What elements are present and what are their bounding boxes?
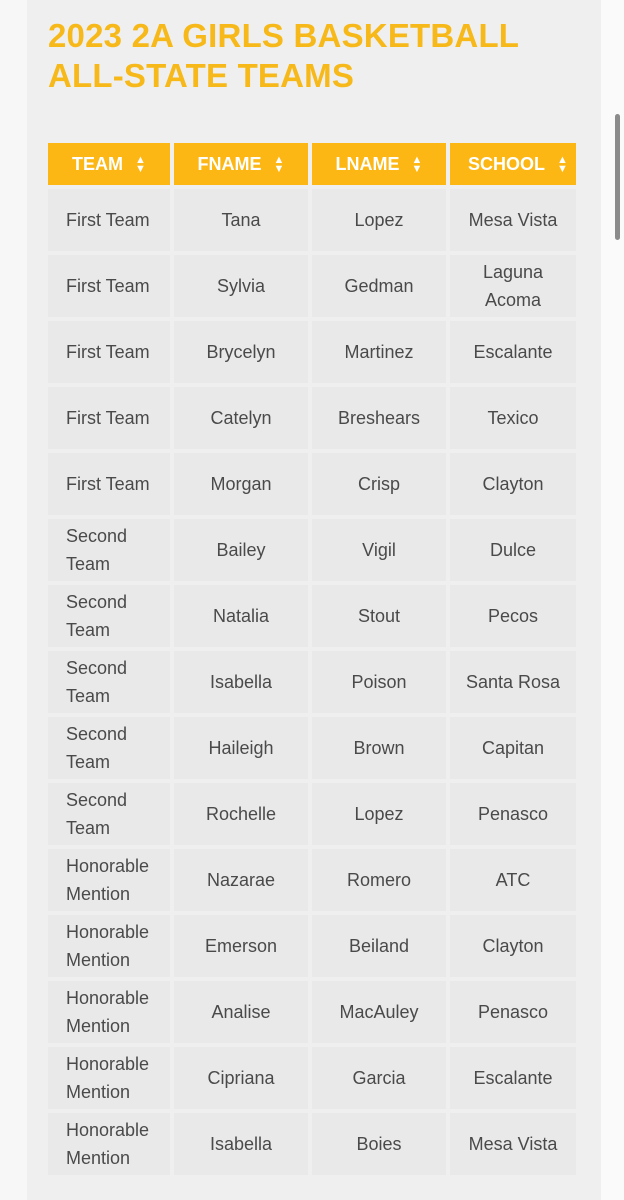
cell-first-name-text: Analise — [211, 1002, 271, 1022]
cell-last-name-text: Lopez — [354, 210, 404, 230]
cell-first-name — [174, 255, 308, 317]
cell-last-name — [312, 783, 446, 845]
cell-first-name — [174, 981, 308, 1043]
cell-team-text: Honorable Mention — [66, 1120, 150, 1168]
header-row — [48, 143, 576, 185]
cell-team-text: First Team — [66, 210, 150, 230]
cell-first-name — [174, 717, 308, 779]
cell-first-name-text: Isabella — [209, 672, 273, 692]
table-row — [48, 453, 576, 515]
cell-first-name-text: Brycelyn — [206, 342, 276, 362]
cell-team — [48, 453, 170, 515]
cell-team — [48, 387, 170, 449]
cell-school-text: Mesa Vista — [468, 210, 558, 230]
cell-team-text: Second Team — [66, 658, 128, 706]
table-row — [48, 915, 576, 977]
cell-first-name — [174, 1113, 308, 1175]
cell-team — [48, 321, 170, 383]
cell-team — [48, 585, 170, 647]
cell-first-name-text: Isabella — [209, 1134, 273, 1154]
cell-school-text: ATC — [495, 870, 531, 890]
cell-team — [48, 981, 170, 1043]
cell-last-name — [312, 255, 446, 317]
cell-first-name — [174, 387, 308, 449]
cell-first-name-text: Bailey — [216, 540, 266, 560]
column-header-school[interactable] — [450, 143, 576, 185]
cell-first-name-text: Tana — [221, 210, 261, 230]
cell-team — [48, 915, 170, 977]
cell-last-name-text: Lopez — [354, 804, 404, 824]
table-row — [48, 255, 576, 317]
cell-team — [48, 717, 170, 779]
cell-team — [48, 519, 170, 581]
cell-first-name-text: Cipriana — [207, 1068, 275, 1088]
cell-school-text: Mesa Vista — [468, 1134, 558, 1154]
cell-team — [48, 651, 170, 713]
cell-first-name — [174, 849, 308, 911]
cell-team-text: Honorable Mention — [66, 1054, 150, 1102]
cell-school — [450, 915, 576, 977]
cell-first-name — [174, 1047, 308, 1109]
cell-team — [48, 783, 170, 845]
cell-last-name — [312, 387, 446, 449]
cell-first-name-text: Natalia — [212, 606, 270, 626]
cell-school-text: Penasco — [477, 1002, 549, 1022]
scrollbar-track[interactable] — [601, 0, 624, 1200]
cell-school-text: Clayton — [482, 936, 544, 956]
cell-team — [48, 849, 170, 911]
cell-school-text: Laguna Acoma — [482, 262, 544, 310]
table-row — [48, 321, 576, 383]
column-header-team[interactable] — [48, 143, 170, 185]
table-row — [48, 585, 576, 647]
cell-last-name — [312, 1047, 446, 1109]
cell-last-name-text: Martinez — [344, 342, 414, 362]
cell-first-name — [174, 585, 308, 647]
table-row — [48, 783, 576, 845]
cell-school — [450, 849, 576, 911]
cell-team-text: Honorable Mention — [66, 988, 150, 1036]
cell-school-text: Clayton — [482, 474, 544, 494]
cell-school-text: Dulce — [489, 540, 537, 560]
cell-team — [48, 189, 170, 251]
cell-team-text: First Team — [66, 474, 150, 494]
cell-first-name — [174, 321, 308, 383]
cell-school — [450, 387, 576, 449]
cell-first-name-text: Morgan — [210, 474, 272, 494]
cell-last-name-text: Beiland — [348, 936, 410, 956]
cell-last-name — [312, 717, 446, 779]
cell-last-name-text: Garcia — [352, 1068, 406, 1088]
cell-school — [450, 783, 576, 845]
table-row — [48, 189, 576, 251]
cell-last-name — [312, 519, 446, 581]
cell-first-name — [174, 189, 308, 251]
column-header-label: SCHOOL — [468, 153, 546, 174]
cell-first-name-text: Rochelle — [205, 804, 277, 824]
table-row — [48, 981, 576, 1043]
column-header-label: TEAM — [72, 153, 124, 174]
table-row — [48, 1047, 576, 1109]
sort-up-down-icon[interactable]: ▲ ▼ — [557, 153, 568, 175]
cell-first-name-text: Emerson — [204, 936, 278, 956]
cell-last-name — [312, 453, 446, 515]
cell-team-text: Second Team — [66, 724, 128, 772]
cell-last-name-text: Poison — [351, 672, 407, 692]
cell-school-text: Escalante — [473, 1068, 553, 1088]
cell-last-name-text: Crisp — [357, 474, 400, 494]
cell-school-text: Texico — [487, 408, 539, 428]
table-row — [48, 849, 576, 911]
cell-school — [450, 1113, 576, 1175]
cell-school — [450, 519, 576, 581]
sort-up-down-icon[interactable]: ▲ ▼ — [273, 153, 285, 175]
table-row — [48, 717, 576, 779]
cell-school — [450, 651, 576, 713]
cell-school — [450, 255, 576, 317]
cell-school — [450, 189, 576, 251]
page-title: 2023 2A GIRLS BASKETBALL ALL-STATE TEAMS — [48, 17, 519, 94]
cell-last-name — [312, 849, 446, 911]
cell-team — [48, 1113, 170, 1175]
cell-team-text: Second Team — [66, 526, 128, 574]
cell-team-text: Honorable Mention — [66, 922, 150, 970]
cell-school — [450, 717, 576, 779]
cell-school — [450, 453, 576, 515]
cell-school-text: Santa Rosa — [465, 672, 561, 692]
cell-school-text: Capitan — [481, 738, 545, 758]
cell-first-name-text: Haileigh — [208, 738, 274, 758]
cell-last-name-text: MacAuley — [339, 1002, 419, 1022]
cell-last-name — [312, 981, 446, 1043]
cell-school — [450, 1047, 576, 1109]
cell-first-name — [174, 651, 308, 713]
cell-last-name — [312, 321, 446, 383]
cell-team-text: First Team — [66, 276, 150, 296]
column-header-fname[interactable] — [174, 143, 308, 185]
cell-team-text: Honorable Mention — [66, 856, 150, 904]
cell-school-text: Penasco — [477, 804, 549, 824]
cell-school-text: Escalante — [473, 342, 553, 362]
cell-team-text: First Team — [66, 408, 150, 428]
cell-last-name-text: Boies — [356, 1134, 402, 1154]
cell-team-text: Second Team — [66, 790, 128, 838]
cell-school — [450, 321, 576, 383]
cell-school — [450, 585, 576, 647]
cell-first-name-text: Sylvia — [216, 276, 265, 296]
table-row — [48, 387, 576, 449]
cell-first-name — [174, 915, 308, 977]
cell-first-name — [174, 519, 308, 581]
cell-last-name-text: Breshears — [337, 408, 421, 428]
column-header-label: LNAME — [335, 153, 400, 174]
sort-up-down-icon[interactable]: ▲ ▼ — [411, 153, 423, 175]
table-row — [48, 1113, 576, 1175]
column-header-label: FNAME — [197, 153, 262, 174]
scrollbar-thumb[interactable] — [615, 114, 620, 240]
cell-last-name-text: Vigil — [362, 540, 396, 560]
cell-last-name — [312, 189, 446, 251]
sort-up-down-icon[interactable]: ▲ ▼ — [135, 153, 146, 175]
cell-last-name — [312, 915, 446, 977]
cell-first-name — [174, 453, 308, 515]
cell-team — [48, 255, 170, 317]
cell-school — [450, 981, 576, 1043]
table-row — [48, 651, 576, 713]
cell-team-text: First Team — [66, 342, 150, 362]
all-state-table — [44, 139, 580, 1179]
cell-last-name — [312, 1113, 446, 1175]
cell-last-name-text: Stout — [357, 606, 401, 626]
cell-last-name-text: Romero — [346, 870, 412, 890]
cell-last-name-text: Gedman — [344, 276, 414, 296]
column-header-lname[interactable] — [312, 143, 446, 185]
cell-last-name — [312, 651, 446, 713]
cell-first-name-text: Nazarae — [206, 870, 276, 890]
table-row — [48, 519, 576, 581]
left-margin — [0, 0, 27, 1200]
cell-team — [48, 1047, 170, 1109]
cell-last-name-text: Brown — [353, 738, 405, 758]
cell-last-name — [312, 585, 446, 647]
cell-first-name-text: Catelyn — [210, 408, 272, 428]
cell-team-text: Second Team — [66, 592, 128, 640]
cell-school-text: Pecos — [487, 606, 539, 626]
cell-first-name — [174, 783, 308, 845]
